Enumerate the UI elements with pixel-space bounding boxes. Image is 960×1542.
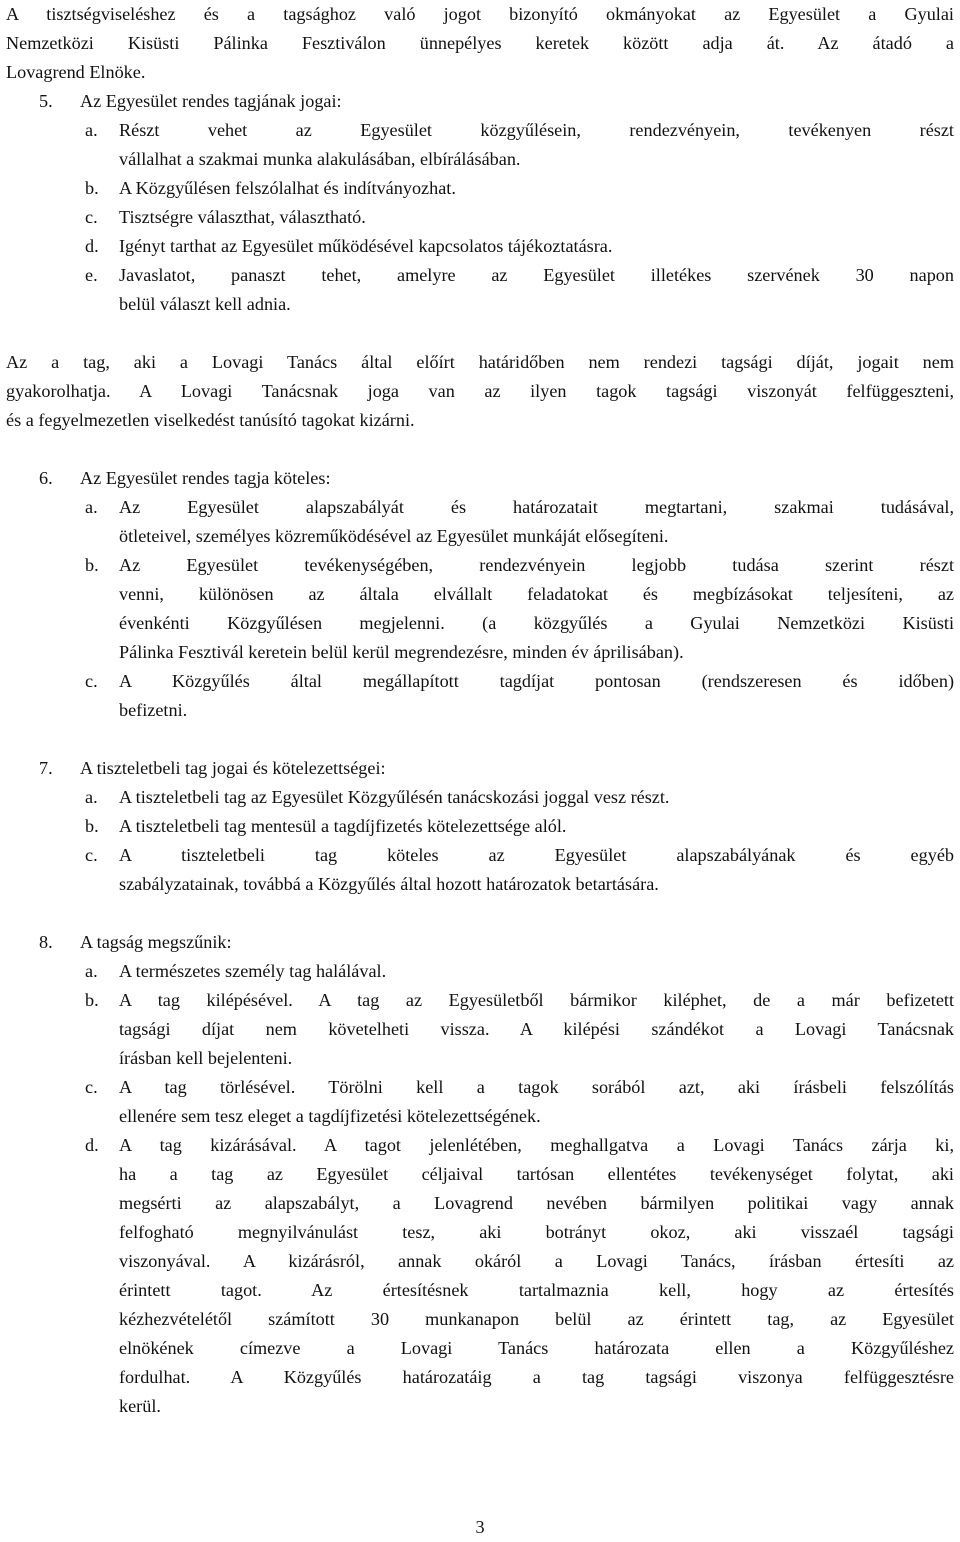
item-text: Javaslatot, panaszt tehet, amelyre az Egyesület illetékes szervének 30 napon xyxy=(119,265,954,285)
s8-item-d-line-7: kézhezvételétől számított 30 munkanapon belül az érintett tag, az Egyesület xyxy=(119,1309,954,1329)
s8-item-b-line-1 xyxy=(85,986,954,1015)
item-text: A tiszteletbeli tag az Egyesület Közgyűlésén tanácskozási joggal vesz részt. xyxy=(119,787,670,807)
section-title: A tagság megszűnik: xyxy=(80,932,232,952)
list-marker: b. xyxy=(85,555,99,575)
s8-item-d-line-6: érintett tagot. Az értesítésnek tartalmaznia kell, hogy az értesítés xyxy=(119,1280,954,1300)
s7-item-c-line-2: szabályzatainak, továbbá a Közgyűlés által hozott határozatok betartására. xyxy=(119,874,659,894)
s6-item-c-line-2: befizetni. xyxy=(119,700,188,720)
s8-item-d-line-8: elnökének címezve a Lovagi Tanács határozata ellen a Közgyűléshez xyxy=(119,1338,954,1358)
s7-item-c-line-1 xyxy=(85,841,954,870)
item-text: A tag törlésével. Törölni kell a tagok sorából azt, aki írásbeli felszólítás xyxy=(119,1077,954,1097)
s6-item-a-line-1 xyxy=(85,493,954,522)
page-number: 3 xyxy=(475,1517,485,1537)
item-text: A Közgyűlés által megállapított tagdíjat pontosan (rendszeresen és időben) xyxy=(119,671,954,691)
s8-item-d-line-1 xyxy=(85,1131,954,1160)
s8-item-d-line-10: kerül. xyxy=(119,1396,161,1416)
s6-item-b-line-4: Pálinka Fesztivál keretein belül kerül megrendezésre, minden év áprilisában). xyxy=(119,642,684,662)
item-text: A tiszteletbeli tag mentesül a tagdíjfizetés kötelezettsége alól. xyxy=(119,816,567,836)
section-number: 6. xyxy=(39,468,53,488)
s5-item-e-line-1 xyxy=(85,261,954,290)
s8-item-c-line-2: ellenére sem tesz eleget a tagdíjfizetési kötelezettségének. xyxy=(119,1106,541,1126)
s8-item-d-line-4: felfogható megnyilvánulást tesz, aki botrányt okoz, aki visszaél tagsági xyxy=(119,1222,954,1242)
list-marker: b. xyxy=(85,990,99,1010)
list-marker: c. xyxy=(85,1077,98,1097)
section-number: 8. xyxy=(39,932,53,952)
item-text: A természetes személy tag halálával. xyxy=(119,961,387,981)
s8-item-a xyxy=(85,957,954,986)
section-title: Az Egyesület rendes tagja köteles: xyxy=(80,468,331,488)
para-line-3: és a fegyelmezetlen viselkedést tanúsító tagokat kizárni. xyxy=(6,410,415,430)
s7-item-a xyxy=(85,783,954,812)
para-line-2: gyakorolhatja. A Lovagi Tanácsnak joga van az ilyen tagok tagsági viszonyát felfüggeszteni, xyxy=(6,381,954,401)
s8-item-b-line-2: tagsági díjat nem követelheti vissza. A kilépési szándékot a Lovagi Tanácsnak xyxy=(119,1019,954,1039)
list-marker: e. xyxy=(85,265,98,285)
item-text: A Közgyűlésen felszólalhat és indítványozhat. xyxy=(119,178,456,198)
s6-item-b-line-2: venni, különösen az általa elvállalt feladatokat és megbízásokat teljesíteni, az xyxy=(119,584,954,604)
item-text: A tag kizárásával. A tagot jelenlétében, meghallgatva a Lovagi Tanács zárja ki, xyxy=(119,1135,954,1155)
list-marker: b. xyxy=(85,178,99,198)
item-text: Az Egyesület alapszabályát és határozatait megtartani, szakmai tudásával, xyxy=(119,497,954,517)
item-text: Tisztségre választhat, választható. xyxy=(119,207,366,227)
s7-item-b xyxy=(85,812,954,841)
s5-item-e-line-2: belül választ kell adnia. xyxy=(119,294,291,314)
s8-item-c-line-1 xyxy=(85,1073,954,1102)
intro-line-2: Nemzetközi Kisüsti Pálinka Fesztiválon ünnepélyes keretek között adja át. Az átadó a xyxy=(6,33,954,53)
section-title: A tiszteletbeli tag jogai és kötelezettségei: xyxy=(80,758,386,778)
list-marker: c. xyxy=(85,671,98,691)
list-marker: a. xyxy=(85,787,98,807)
item-text: A tag kilépésével. A tag az Egyesületből bármikor kiléphet, de a már befizetett xyxy=(119,990,954,1010)
s5-item-a-line-2: vállalhat a szakmai munka alakulásában, elbírálásában. xyxy=(119,149,521,169)
list-marker: d. xyxy=(85,1135,99,1155)
s6-item-c-line-1 xyxy=(85,667,954,696)
intro-line-3: Lovagrend Elnöke. xyxy=(6,62,146,82)
s5-item-b xyxy=(85,174,954,203)
item-text: Részt vehet az Egyesület közgyűlésein, rendezvényein, tevékenyen részt xyxy=(119,120,954,140)
list-marker: c. xyxy=(85,845,98,865)
s8-item-d-line-3: megsérti az alapszabályt, a Lovagrend nevében bármilyen politikai vagy annak xyxy=(119,1193,954,1213)
item-text: A tiszteletbeli tag köteles az Egyesület alapszabályának és egyéb xyxy=(119,845,954,865)
section-title: Az Egyesület rendes tagjának jogai: xyxy=(80,91,342,111)
para-line-1: Az a tag, aki a Lovagi Tanács által előírt határidőben nem rendezi tagsági díját, jogait nem xyxy=(6,352,954,372)
s6-item-b-line-1 xyxy=(85,551,954,580)
intro-line-1: A tisztségviseléshez és a tagsághoz való jogot bizonyító okmányokat az Egyesület a Gyulai xyxy=(6,4,954,24)
section-number: 5. xyxy=(39,91,53,111)
s6-item-b-line-3: évenkénti Közgyűlésen megjelenni. (a közgyűlés a Gyulai Nemzetközi Kisüsti xyxy=(119,613,954,633)
s5-item-a-line-1 xyxy=(85,116,954,145)
item-text: Igényt tarthat az Egyesület működésével kapcsolatos tájékoztatásra. xyxy=(119,236,613,256)
list-marker: a. xyxy=(85,120,98,140)
s8-item-d-line-2: ha a tag az Egyesület céljaival tartósan ellentétes tevékenységet folytat, aki xyxy=(119,1164,954,1184)
s8-item-b-line-3: írásban kell bejelenteni. xyxy=(119,1048,293,1068)
s5-item-d xyxy=(85,232,954,261)
list-marker: b. xyxy=(85,816,99,836)
section-number: 7. xyxy=(39,758,53,778)
s5-item-c xyxy=(85,203,954,232)
list-marker: d. xyxy=(85,236,99,256)
s8-item-d-line-5: viszonyával. A kizárásról, annak okáról a Lovagi Tanács, írásban értesíti az xyxy=(119,1251,954,1271)
list-marker: a. xyxy=(85,497,98,517)
list-marker: a. xyxy=(85,961,98,981)
list-marker: c. xyxy=(85,207,98,227)
s8-item-d-line-9: fordulhat. A Közgyűlés határozatáig a tag tagsági viszonya felfüggesztésre xyxy=(119,1367,954,1387)
item-text: Az Egyesület tevékenységében, rendezvényein legjobb tudása szerint részt xyxy=(119,555,954,575)
s6-item-a-line-2: ötleteivel, személyes közreműködésével az Egyesület munkáját elősegíteni. xyxy=(119,526,669,546)
